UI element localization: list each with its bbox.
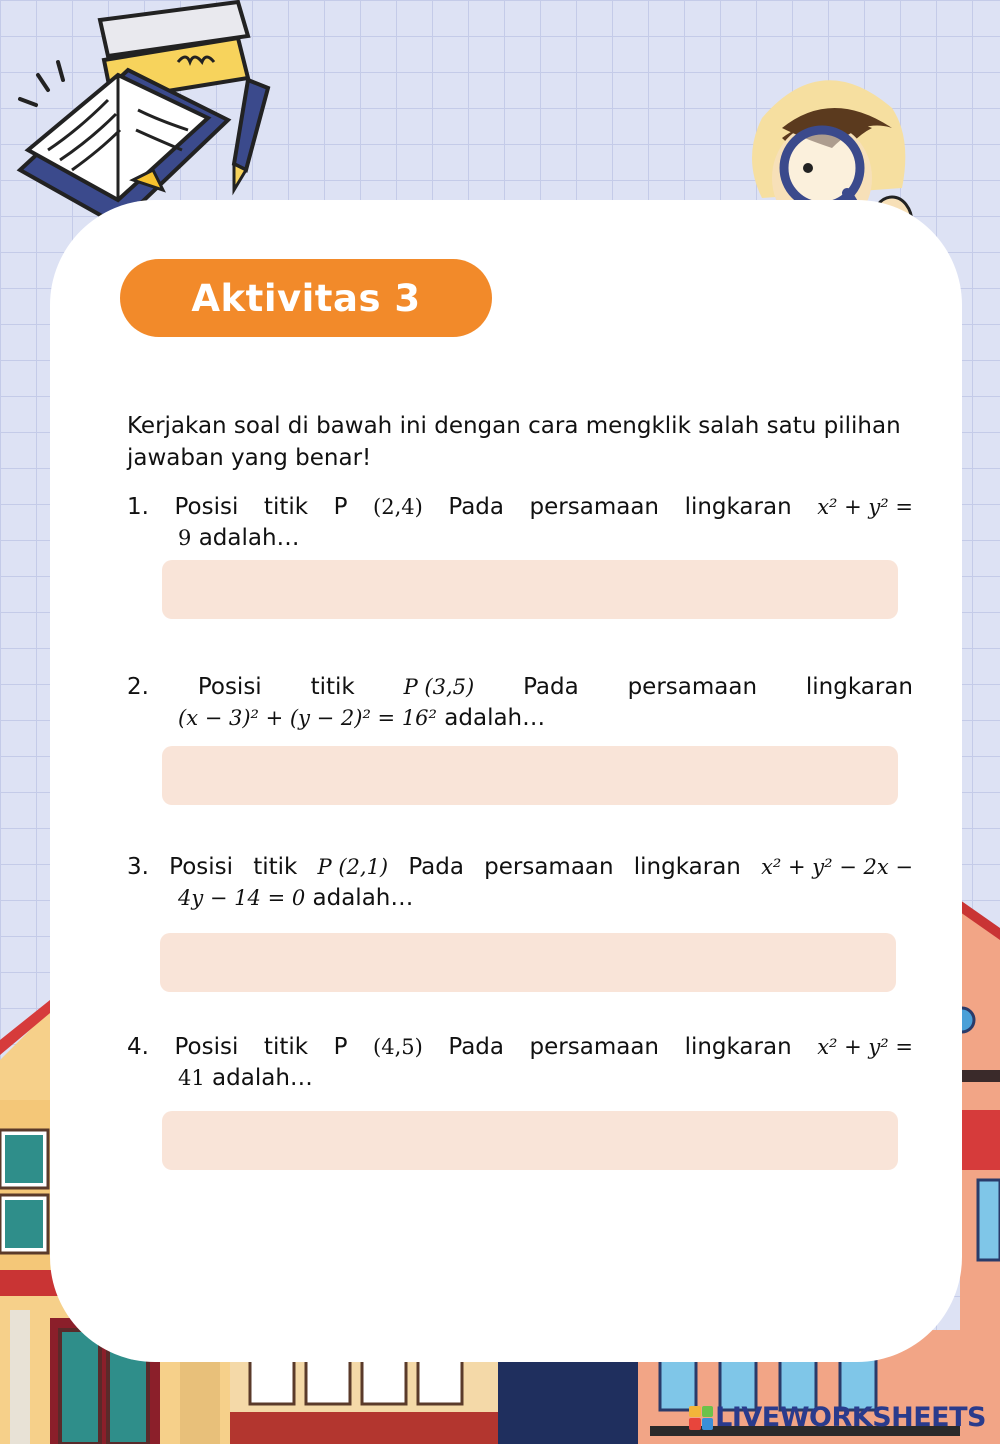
activity-title-pill [120, 259, 492, 337]
question-number: 4. [127, 1034, 149, 1060]
question-2-continued: (x − 3)² + (y − 2)² = 16² adalah… [178, 705, 546, 731]
answer-input-2[interactable] [162, 746, 898, 805]
question-4-continued: 41 adalah… [178, 1065, 313, 1091]
question-4: 4. Posisi titik P (4,5) Pada persamaan lingkaran x² + y² = [127, 1032, 913, 1063]
watermark-text: LIVEWORKSHEETS [715, 1402, 986, 1433]
answer-input-1[interactable] [162, 560, 898, 619]
question-3-continued: 4y − 14 = 0 adalah… [178, 885, 414, 911]
liveworksheets-watermark [689, 1402, 986, 1433]
equation: x² + y² − 2x − [761, 855, 913, 879]
question-number: 1. [127, 494, 149, 520]
equation: x² + y² = [817, 495, 913, 519]
answer-input-3[interactable] [160, 933, 896, 992]
question-2: 2. Posisi titik P (3,5) Pada persamaan lingkaran [127, 672, 913, 703]
question-number: 2. [127, 674, 149, 700]
question-number: 3. [127, 854, 149, 880]
answer-input-4[interactable] [162, 1111, 898, 1170]
question-3: 3. Posisi titik P (2,1) Pada persamaan lingkaran x² + y² − 2x − [127, 852, 913, 883]
equation: (x − 3)² + (y − 2)² = 16² [178, 706, 437, 730]
question-1: 1. Posisi titik P (2,4) Pada persamaan lingkaran x² + y² = [127, 492, 913, 523]
instructions-text: Kerjakan soal di bawah ini dengan cara mengklik salah satu pilihan jawaban yang benar! [127, 413, 901, 471]
liveworksheets-logo-icon [689, 1406, 713, 1430]
activity-title: Aktivitas 3 [191, 276, 421, 320]
equation: x² + y² = [817, 1035, 913, 1059]
question-1-continued: 9 adalah… [178, 525, 300, 551]
